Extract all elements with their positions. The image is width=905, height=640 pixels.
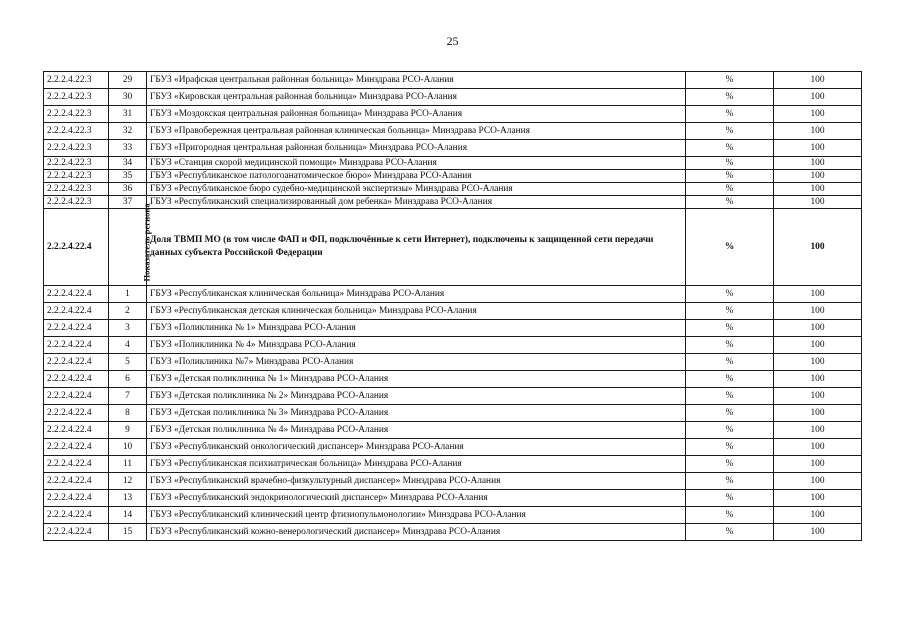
row-code: 2.2.2.4.22.4 <box>44 337 109 354</box>
table-row <box>44 337 862 354</box>
indicator-row <box>44 209 862 286</box>
indicator-value: 100 <box>774 209 862 286</box>
row-institution: ГБУЗ «Республиканский врачебно-физкультурный диспансер» Минздрава РСО-Алания <box>147 473 686 490</box>
row-unit: % <box>686 371 774 388</box>
row-code: 2.2.2.4.22.3 <box>44 123 109 140</box>
row-unit: % <box>686 157 774 170</box>
table-row <box>44 140 862 157</box>
row-number: 10 <box>109 439 147 456</box>
row-code: 2.2.2.4.22.3 <box>44 106 109 123</box>
row-code: 2.2.2.4.22.4 <box>44 371 109 388</box>
row-unit: % <box>686 320 774 337</box>
row-number: 6 <box>109 371 147 388</box>
row-unit: % <box>686 422 774 439</box>
row-number: 37 <box>109 196 147 209</box>
row-code: 2.2.2.4.22.4 <box>44 422 109 439</box>
row-code: 2.2.2.4.22.3 <box>44 183 109 196</box>
table-row <box>44 89 862 106</box>
row-institution: ГБУЗ «Поликлиника № 1» Минздрава РСО-Алания <box>147 320 686 337</box>
row-number: 15 <box>109 524 147 541</box>
row-number: 30 <box>109 89 147 106</box>
table-row <box>44 286 862 303</box>
row-institution: ГБУЗ «Детская поликлиника № 4» Минздрава РСО-Алания <box>147 422 686 439</box>
row-institution: ГБУЗ «Пригородная центральная районная больница» Минздрава РСО-Алания <box>147 140 686 157</box>
row-value: 100 <box>774 422 862 439</box>
row-code: 2.2.2.4.22.4 <box>44 303 109 320</box>
table-row <box>44 524 862 541</box>
row-value: 100 <box>774 320 862 337</box>
row-value: 100 <box>774 473 862 490</box>
row-number: 4 <box>109 337 147 354</box>
table-row <box>44 183 862 196</box>
table-row <box>44 303 862 320</box>
row-value: 100 <box>774 337 862 354</box>
row-number: 9 <box>109 422 147 439</box>
row-code: 2.2.2.4.22.3 <box>44 170 109 183</box>
row-institution: ГБУЗ «Республиканский онкологический диспансер» Минздрава РСО-Алания <box>147 439 686 456</box>
table-row <box>44 170 862 183</box>
row-value: 100 <box>774 196 862 209</box>
row-code: 2.2.2.4.22.4 <box>44 405 109 422</box>
table-row <box>44 354 862 371</box>
row-value: 100 <box>774 405 862 422</box>
row-number: 5 <box>109 354 147 371</box>
indicator-code: 2.2.2.4.22.4 <box>44 209 109 286</box>
row-number: 13 <box>109 490 147 507</box>
row-number: 7 <box>109 388 147 405</box>
table-row <box>44 456 862 473</box>
indicator-unit: % <box>686 209 774 286</box>
row-unit: % <box>686 405 774 422</box>
row-institution: ГБУЗ «Ирафская центральная районная больница» Минздрава РСО-Алания <box>147 72 686 89</box>
row-unit: % <box>686 123 774 140</box>
row-number: 8 <box>109 405 147 422</box>
row-number: 32 <box>109 123 147 140</box>
row-code: 2.2.2.4.22.4 <box>44 439 109 456</box>
row-value: 100 <box>774 303 862 320</box>
row-unit: % <box>686 140 774 157</box>
row-code: 2.2.2.4.22.3 <box>44 140 109 157</box>
row-code: 2.2.2.4.22.3 <box>44 196 109 209</box>
table-row <box>44 388 862 405</box>
row-code: 2.2.2.4.22.4 <box>44 456 109 473</box>
row-value: 100 <box>774 170 862 183</box>
row-value: 100 <box>774 388 862 405</box>
row-unit: % <box>686 303 774 320</box>
row-code: 2.2.2.4.22.3 <box>44 157 109 170</box>
row-unit: % <box>686 89 774 106</box>
row-code: 2.2.2.4.22.4 <box>44 388 109 405</box>
row-code: 2.2.2.4.22.4 <box>44 320 109 337</box>
row-number: 35 <box>109 170 147 183</box>
table-row <box>44 72 862 89</box>
row-institution: ГБУЗ «Кировская центральная районная больница» Минздрава РСО-Алания <box>147 89 686 106</box>
row-unit: % <box>686 354 774 371</box>
row-institution: ГБУЗ «Республиканское патологоанатомическое бюро» Минздрава РСО-Алания <box>147 170 686 183</box>
row-unit: % <box>686 72 774 89</box>
row-number: 34 <box>109 157 147 170</box>
row-unit: % <box>686 196 774 209</box>
row-value: 100 <box>774 354 862 371</box>
table-row <box>44 196 862 209</box>
row-number: 29 <box>109 72 147 89</box>
row-number: 14 <box>109 507 147 524</box>
row-institution: ГБУЗ «Поликлиника №7» Минздрава РСО-Алания <box>147 354 686 371</box>
row-code: 2.2.2.4.22.3 <box>44 89 109 106</box>
row-number: 1 <box>109 286 147 303</box>
row-value: 100 <box>774 456 862 473</box>
row-unit: % <box>686 170 774 183</box>
row-number: 12 <box>109 473 147 490</box>
row-number: 3 <box>109 320 147 337</box>
row-value: 100 <box>774 106 862 123</box>
indicator-type-label: Показатель региона <box>141 202 152 281</box>
row-code: 2.2.2.4.22.4 <box>44 473 109 490</box>
row-number: 2 <box>109 303 147 320</box>
row-code: 2.2.2.4.22.4 <box>44 286 109 303</box>
row-unit: % <box>686 388 774 405</box>
row-number: 31 <box>109 106 147 123</box>
row-institution: ГБУЗ «Республиканский кожно-венерологический диспансер» Минздрава РСО-Алания <box>147 524 686 541</box>
row-code: 2.2.2.4.22.4 <box>44 524 109 541</box>
row-value: 100 <box>774 89 862 106</box>
row-institution: ГБУЗ «Поликлиника № 4» Минздрава РСО-Алания <box>147 337 686 354</box>
row-value: 100 <box>774 490 862 507</box>
row-value: 100 <box>774 439 862 456</box>
row-value: 100 <box>774 140 862 157</box>
row-unit: % <box>686 507 774 524</box>
row-unit: % <box>686 286 774 303</box>
row-code: 2.2.2.4.22.3 <box>44 72 109 89</box>
row-institution: ГБУЗ «Детская поликлиника № 2» Минздрава РСО-Алания <box>147 388 686 405</box>
row-institution: ГБУЗ «Республиканский специализированный дом ребенка» Минздрава РСО-Алания <box>147 196 686 209</box>
row-code: 2.2.2.4.22.4 <box>44 507 109 524</box>
row-value: 100 <box>774 123 862 140</box>
row-value: 100 <box>774 286 862 303</box>
row-unit: % <box>686 524 774 541</box>
row-value: 100 <box>774 157 862 170</box>
table-row <box>44 473 862 490</box>
row-institution: ГБУЗ «Республиканская клиническая больница» Минздрава РСО-Алания <box>147 286 686 303</box>
row-unit: % <box>686 439 774 456</box>
indicator-name: Доля ТВМП МО (в том числе ФАП и ФП, подключённые к сети Интернет), подключены к защищенной сети передачи данных субъекта Российской Федерации <box>147 209 686 286</box>
row-unit: % <box>686 473 774 490</box>
row-unit: % <box>686 456 774 473</box>
row-value: 100 <box>774 524 862 541</box>
row-value: 100 <box>774 507 862 524</box>
row-institution: ГБУЗ «Республиканская психиатрическая больница» Минздрава РСО-Алания <box>147 456 686 473</box>
row-unit: % <box>686 106 774 123</box>
row-institution: ГБУЗ «Детская поликлиника № 3» Минздрава РСО-Алания <box>147 405 686 422</box>
row-institution: ГБУЗ «Республиканский эндокринологический диспансер» Минздрава РСО-Алания <box>147 490 686 507</box>
row-value: 100 <box>774 371 862 388</box>
row-number: 33 <box>109 140 147 157</box>
table-row <box>44 320 862 337</box>
table-row <box>44 439 862 456</box>
table-row <box>44 371 862 388</box>
row-institution: ГБУЗ «Республиканское бюро судебно-медицинской экспертизы» Минздрава РСО-Алания <box>147 183 686 196</box>
row-unit: % <box>686 490 774 507</box>
row-code: 2.2.2.4.22.4 <box>44 354 109 371</box>
table-row <box>44 405 862 422</box>
row-institution: ГБУЗ «Республиканский клинический центр фтизиопульмонологии» Минздрава РСО-Алания <box>147 507 686 524</box>
row-institution: ГБУЗ «Станция скорой медицинской помощи» Минздрава РСО-Алания <box>147 157 686 170</box>
row-institution: ГБУЗ «Моздокская центральная районная больница» Минздрава РСО-Алания <box>147 106 686 123</box>
table-row <box>44 422 862 439</box>
row-unit: % <box>686 337 774 354</box>
row-institution: ГБУЗ «Республиканская детская клиническая больница» Минздрава РСО-Алания <box>147 303 686 320</box>
row-value: 100 <box>774 72 862 89</box>
indicator-table <box>43 71 862 541</box>
row-institution: ГБУЗ «Детская поликлиника № 1» Минздрава РСО-Алания <box>147 371 686 388</box>
page-number: 25 <box>446 34 459 48</box>
row-institution: ГБУЗ «Правобережная центральная районная клиническая больница» Минздрава РСО-Алания <box>147 123 686 140</box>
table-row <box>44 123 862 140</box>
row-unit: % <box>686 183 774 196</box>
row-number: 36 <box>109 183 147 196</box>
table-row <box>44 507 862 524</box>
row-code: 2.2.2.4.22.4 <box>44 490 109 507</box>
row-number: 11 <box>109 456 147 473</box>
row-value: 100 <box>774 183 862 196</box>
table-row <box>44 106 862 123</box>
table-row <box>44 157 862 170</box>
table-row <box>44 490 862 507</box>
